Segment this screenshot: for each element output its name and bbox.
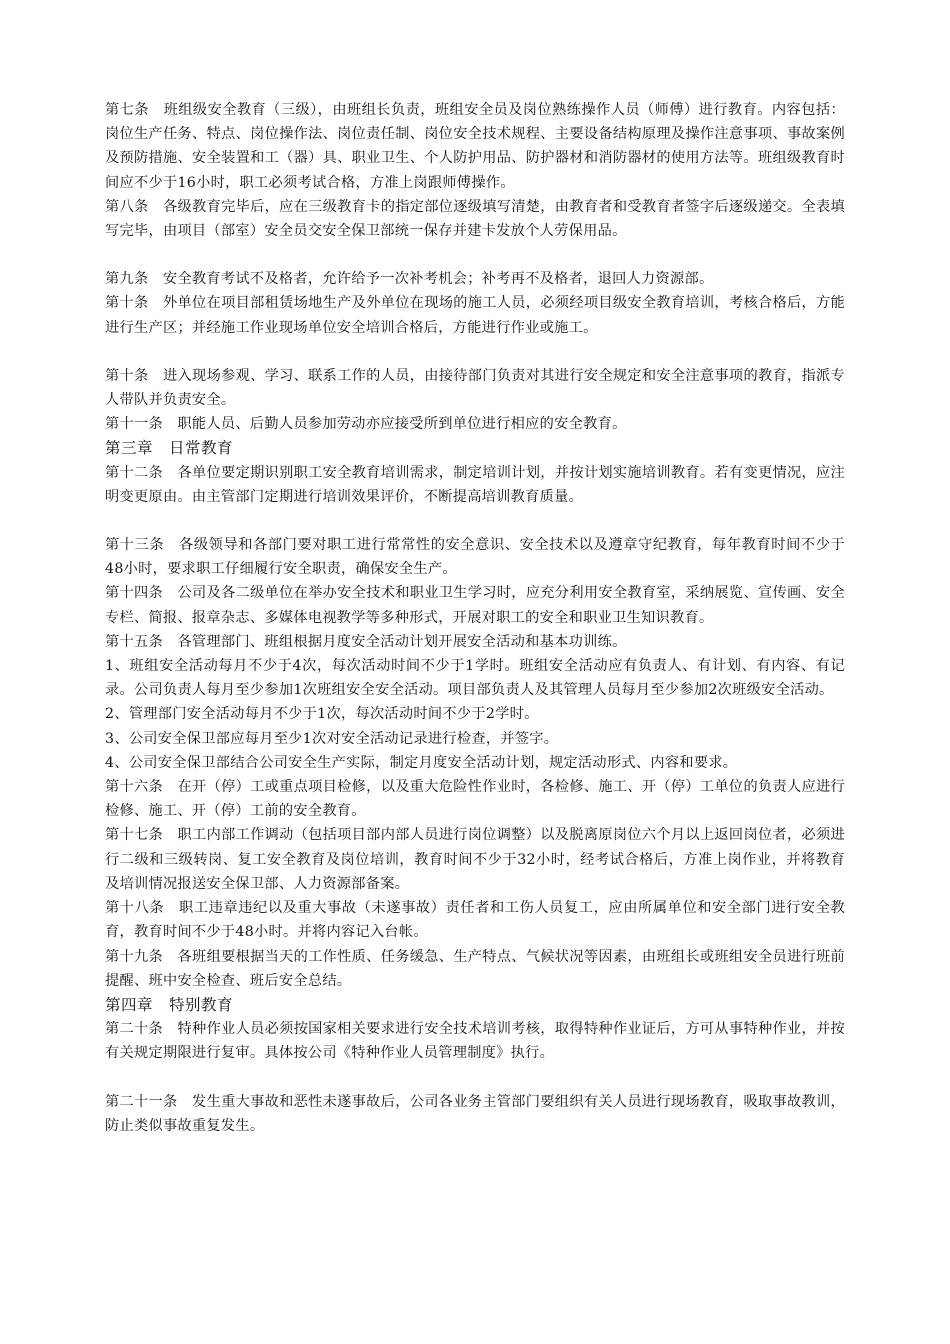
article-paragraph: 第十三条 各级领导和各部门要对职工进行常常性的安全意识、安全技术以及遵章守纪教育，每年教育时间不少于48小时，要求职工仔细履行安全职责，确保安全生产。: [105, 537, 845, 578]
document-page: [105, 98, 845, 1138]
article-paragraph: 第九条 安全教育考试不及格者，允许给予一次补考机会；补考再不及格者，退回人力资源部。: [105, 271, 714, 288]
article-paragraph: 第八条 各级教育完毕后，应在三级教育卡的指定部位逐级填写清楚，由教育者和受教育者签字后逐级递交。全表填写完毕，由项目（部室）安全员交安全保卫部统一保存并建卡发放个人劳保用品。: [105, 198, 845, 240]
article-paragraph: 第二十一条 发生重大事故和恶性未遂事故后，公司各业务主管部门要组织有关人员进行现场教育，吸取事故教训，防止类似事故重复发生。: [105, 1093, 845, 1134]
article-paragraph: 第十一条 职能人员、后勤人员参加劳动亦应接受所到单位进行相应的安全教育。: [105, 416, 627, 433]
article-paragraph: 1、班组安全活动每月不少于4次，每次活动时间不少于1学时。班组安全活动应有负责人、有计划、有内容、有记录。公司负责人每月至少参加1次班组安全安全活动。项目部负责人及其管理人员每月至少参加2次班级安全活动。: [105, 658, 845, 699]
article-paragraph: 第十二条 各单位要定期识别职工安全教育培训需求，制定培训计划，并按计划实施培训教育。若有变更情况，应注明变更原由。由主管部门定期进行培训效果评价，不断提高培训教育质量。: [105, 464, 845, 505]
article-paragraph: 第十七条 职工内部工作调动（包括项目部内部人员进行岗位调整）以及脱离原岗位六个月以上返回岗位者，必须进行二级和三级转岗、复工安全教育及岗位培训，教育时间不少于32小时，经考试合格后，方准上岗作业，并将教育及培训情况报送安全保卫部、人力资源部备案。: [105, 827, 845, 892]
article-paragraph: 4、公司安全保卫部结合公司安全生产实际，制定月度安全活动计划，规定活动形式、内容和要求。: [105, 754, 738, 771]
article-paragraph: 第十四条 公司及各二级单位在举办安全技术和职业卫生学习时，应充分利用安全教育室，采纳展览、宣传画、安全专栏、简报、报章杂志、多媒体电视教学等多种形式，开展对职工的安全和职业卫生知识教育。: [105, 585, 845, 626]
article-paragraph: 第十九条 各班组要根据当天的工作性质、任务缓急、生产特点、气候状况等因素，由班组长或班组安全员进行班前提醒、班中安全检查、班后安全总结。: [105, 948, 845, 989]
article-paragraph: 第十条 进入现场参观、学习、联系工作的人员，由接待部门负责对其进行安全规定和安全注意事项的教育，指派专人带队并负责安全。: [105, 367, 845, 409]
chapter-heading: 第四章 特别教育: [105, 995, 234, 1014]
article-paragraph: 第二十条 特种作业人员必须按国家相关要求进行安全技术培训考核，取得特种作业证后，方可从事特种作业，并按有关规定期限进行复审。具体按公司《特种作业人员管理制度》执行。: [105, 1021, 845, 1062]
article-paragraph: 第十条 外单位在项目部租赁场地生产及外单位在现场的施工人员，必须经项目级安全教育培训，考核合格后，方能进行生产区；并经施工作业现场单位安全培训合格后，方能进行作业或施工。: [105, 295, 845, 336]
article-paragraph: 3、公司安全保卫部应每月至少1次对安全活动记录进行检查，并签字。: [105, 730, 559, 747]
article-paragraph: 2、管理部门安全活动每月不少于1次，每次活动时间不少于2学时。: [105, 706, 539, 723]
chapter-heading: 第三章 日常教育: [105, 439, 234, 458]
article-paragraph: 第十六条 在开（停）工或重点项目检修，以及重大危险性作业时，各检修、施工、开（停）工单位的负责人应进行检修、施工、开（停）工前的安全教育。: [105, 779, 845, 820]
article-paragraph: 第十五条 各管理部门、班组根据月度安全活动计划开展安全活动和基本功训练。: [105, 633, 627, 650]
article-paragraph: 第十八条 职工违章违纪以及重大事故（未遂事故）责任者和工伤人员复工，应由所属单位和安全部门进行安全教育，教育时间不少于48小时。并将内容记入台帐。: [105, 900, 845, 941]
article-paragraph: 第七条 班组级安全教育（三级），由班组长负责，班组安全员及岗位熟练操作人员（师傅）进行教育。内容包括：岗位生产任务、特点、岗位操作法、岗位责任制、岗位安全技术规程、主要设备结构原理及操作注意事项、事故案例及预防措施、安全装置和工（器）具、职业卫生、个人防护用品、防护器材和消防器材的使用方法等。班组级教育时间应不少于16小时，职工必须考试合格，方准上岗跟师傅操作。: [105, 102, 845, 191]
